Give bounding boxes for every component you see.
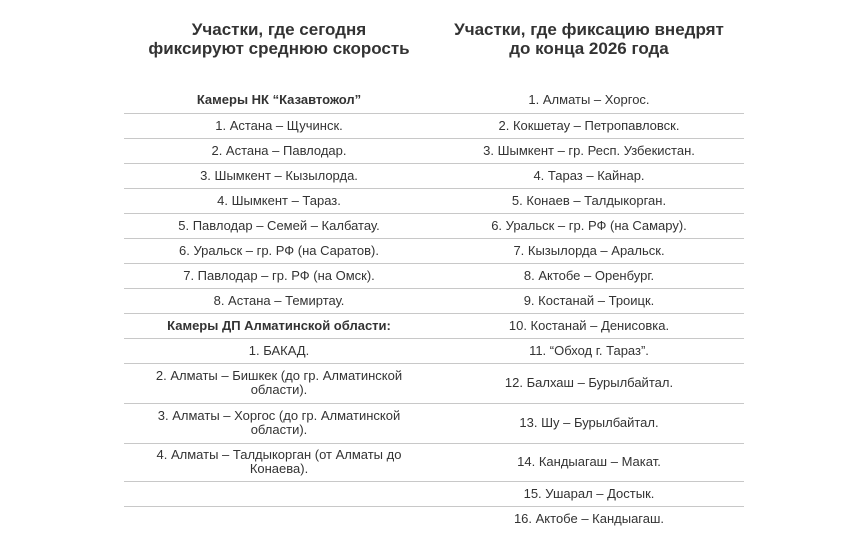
planned-section: 13. Шу – Бурылбайтал. [434, 403, 744, 443]
table-row [124, 363, 744, 403]
speed-control-sections-table [124, 88, 744, 532]
planned-section: 9. Костанай – Троицк. [434, 288, 744, 313]
table-row [124, 313, 744, 338]
current-section: 8. Астана – Темиртау. [124, 288, 434, 313]
table-row [124, 163, 744, 188]
planned-section: 7. Кызылорда – Аральск. [434, 238, 744, 263]
planned-section: 4. Тараз – Кайнар. [434, 163, 744, 188]
planned-section: 8. Актобе – Оренбург. [434, 263, 744, 288]
planned-section: 12. Балхаш – Бурылбайтал. [434, 363, 744, 403]
planned-section: 15. Ушарал – Достык. [434, 481, 744, 506]
group-heading-almaty-region: Камеры ДП Алматинской области: [124, 313, 434, 338]
table-row [124, 238, 744, 263]
planned-section: 16. Актобе – Кандыагаш. [513, 511, 665, 527]
planned-section: 2. Кокшетау – Петропавловск. [434, 113, 744, 138]
header-planned-sections: Участки, где фиксацию внедрят до конца 2026 года [454, 20, 724, 58]
current-section: 3. Шымкент – Кызылорда. [124, 163, 434, 188]
current-section: 2. Астана – Павлодар. [124, 138, 434, 163]
planned-section: 1. Алматы – Хоргос. [434, 88, 744, 113]
planned-section: 10. Костанай – Денисовка. [434, 313, 744, 338]
current-section: 4. Алматы – Талдыкорган (от Алматы до Конаева). [124, 443, 434, 481]
table-row [124, 506, 744, 532]
group-heading-kazavtozhol: Камеры НК “Казавтожол” [124, 88, 434, 113]
table-row [124, 338, 744, 363]
table-row [124, 138, 744, 163]
current-section: 4. Шымкент – Тараз. [124, 188, 434, 213]
planned-section: 5. Конаев – Талдыкорган. [434, 188, 744, 213]
planned-section: 14. Кандыагаш – Макат. [434, 443, 744, 481]
current-section: 6. Уральск – гр. РФ (на Саратов). [124, 238, 434, 263]
current-section: 1. БАКАД. [124, 338, 434, 363]
planned-section: 11. “Обход г. Тараз”. [434, 338, 744, 363]
planned-section: 6. Уральск – гр. РФ (на Самару). [434, 213, 744, 238]
table-row [124, 288, 744, 313]
empty-cell [124, 506, 434, 532]
table-header [124, 20, 744, 70]
current-section: 1. Астана – Щучинск. [124, 113, 434, 138]
current-section: 2. Алматы – Бишкек (до гр. Алматинской области). [124, 363, 434, 403]
table-row [124, 188, 744, 213]
table-row [124, 113, 744, 138]
table-row [124, 263, 744, 288]
planned-section: 3. Шымкент – гр. Респ. Узбекистан. [434, 138, 744, 163]
table-row [124, 443, 744, 481]
table-row [124, 88, 744, 113]
table-row [124, 481, 744, 506]
table-row [124, 213, 744, 238]
table-row [124, 403, 744, 443]
current-section: 3. Алматы – Хоргос (до гр. Алматинской области). [124, 403, 434, 443]
header-current-sections: Участки, где сегодня фиксируют среднюю скорость [148, 20, 410, 58]
current-section: 5. Павлодар – Семей – Калбатау. [124, 213, 434, 238]
empty-cell [124, 481, 434, 506]
current-section: 7. Павлодар – гр. РФ (на Омск). [124, 263, 434, 288]
